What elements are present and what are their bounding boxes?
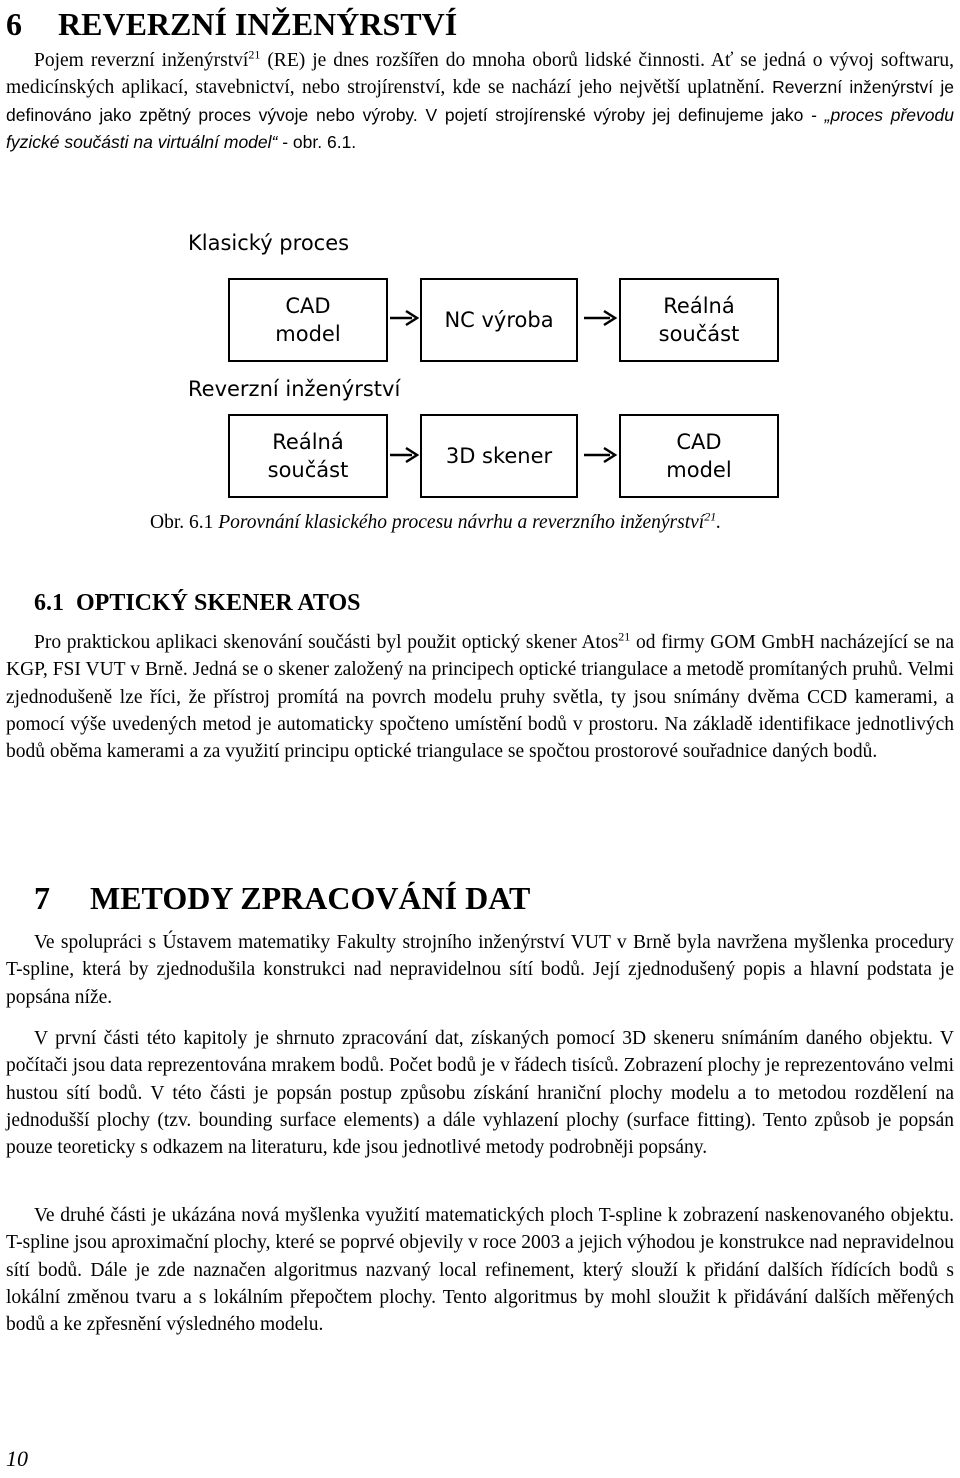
arrow-right-icon: [388, 445, 420, 465]
section-number: 7: [34, 880, 50, 916]
citation-ref: 21: [248, 47, 261, 62]
caption-text: Porovnání klasického procesu návrhu a reverzního inženýrství: [213, 512, 705, 533]
arrow-right-icon: [388, 308, 420, 328]
section-title: METODY ZPRACOVÁNÍ DAT: [90, 880, 531, 916]
text-run: Pro praktickou aplikaci skenování součásti byl použit optický skener Atos: [34, 632, 619, 653]
figure-label-reverse: Reverzní inženýrství: [188, 377, 401, 401]
text-run: - obr. 6.1.: [277, 131, 357, 152]
box-nc-production: NC výroba: [420, 278, 578, 362]
figure-caption: [150, 509, 722, 534]
section-7-paragraph-2: V první části této kapitoly je shrnuto zpracování dat, získaných pomocí 3D skeneru snímáním daného objektu. V počítači jsou data reprezentována mrakem bodů. Počet bodů je v řádech tisíců. Zobrazení plochy je reprezentováno velmi hustou sítí bodů. V této části je popsán postup způsobu získání hraniční plochy modelu a to metodou rozdělení na jednodušší plochy (tzv. bounding surface elements) a dále vyhlazení plochy (surface fitting). Tento způsob je popsán pouze teoreticky s odkazem na literaturu, kde jsou jednotlivé metody podrobněji popsány.: [6, 1028, 954, 1159]
section-6-heading: [6, 6, 457, 42]
page-number: 10: [6, 1446, 28, 1471]
section-7-paragraph-3: Ve druhé části je ukázána nová myšlenka využití matematických ploch T-spline k zobrazení naskenovaného objektu. T-spline jsou aproximační plochy, které se poprvé objevily v roce 2003 a jejich výhodou je konstrukce nad nepravidelnou sítí bodů. Dále je zde naznačen algoritmus nazvaný local refinement, který slouží k přidání dalších řídících bodů s lokální změnou tvaru a s lokálním přepočtem plochy. Tento algoritmus by mohl sloužit k přidávání dalších měřených bodů a ke zpřesnění výsledného modelu.: [6, 1205, 954, 1336]
box-real-part: Reálná součást: [228, 414, 388, 498]
definition-quote: „proces převodu fyzické součásti na virtuální model“: [6, 104, 954, 152]
text-run: Pojem reverzní inženýrství: [34, 50, 249, 71]
citation-ref: 21: [618, 629, 631, 644]
arrow-right-icon: [578, 445, 618, 465]
box-cad-model: CAD model: [228, 278, 388, 362]
section-7-heading: [34, 880, 530, 916]
section-6-paragraph: [6, 47, 954, 156]
section-title: OPTICKÝ SKENER ATOS: [76, 590, 361, 616]
section-7-paragraph-1: Ve spolupráci s Ústavem matematiky Fakulty strojního inženýrství VUT v Brně byla navržena myšlenka procedury T-spline, která by zjednodušila konstrukci nad nepravidelnou sítí bodů. Její zjednodušený popis a hlavní podstata je popsána níže.: [6, 932, 954, 1008]
box-3d-scanner: 3D skener: [420, 414, 578, 498]
figure-label-classic: Klasický proces: [188, 231, 350, 255]
section-6-1-paragraph: [6, 629, 954, 765]
citation-ref: 21: [704, 509, 717, 524]
section-title: REVERZNÍ INŽENÝRSTVÍ: [58, 6, 458, 42]
arrow-right-icon: [578, 308, 618, 328]
box-cad-model: CAD model: [619, 414, 779, 498]
text-run: (RE) je dnes rozšířen do mnoha oborů lidské činnosti. Ať se jedná o vývoj softwaru, medicínských aplikací, stavebnictví, nebo strojírenství, kde se nachází jeho největší uplatnění.: [6, 50, 954, 99]
caption-end: .: [716, 512, 722, 533]
caption-prefix: Obr. 6.1: [150, 512, 214, 533]
text-run: od firmy GOM GmbH nacházející se na KGP, FSI VUT v Brně. Jedná se o skener založený na principech optické triangulace a metodě promítaných pruhů. Velmi zjednodušeně lze říci, že přístroj promítá na povrch modelu pruhy světla, ty jsou snímány dvěma CCD kamerami, a pomocí výše uvedených metod je automaticky spočteno umístění bodů v prostoru. Na základě identifikace jednotlivých bodů oběma kamerami a za využití principu optické triangulace se spočtou prostorové souřadnice daných bodů.: [6, 632, 954, 763]
section-number: 6: [6, 6, 22, 42]
box-real-part: Reálná součást: [619, 278, 779, 362]
section-6-1-heading: [34, 589, 361, 617]
text-run: Reverzní inženýrství je definováno jako zpětný proces vývoje nebo výroby. V pojetí strojírenské výroby jej definujeme jako -: [6, 77, 954, 125]
section-number: 6.1: [34, 590, 64, 616]
